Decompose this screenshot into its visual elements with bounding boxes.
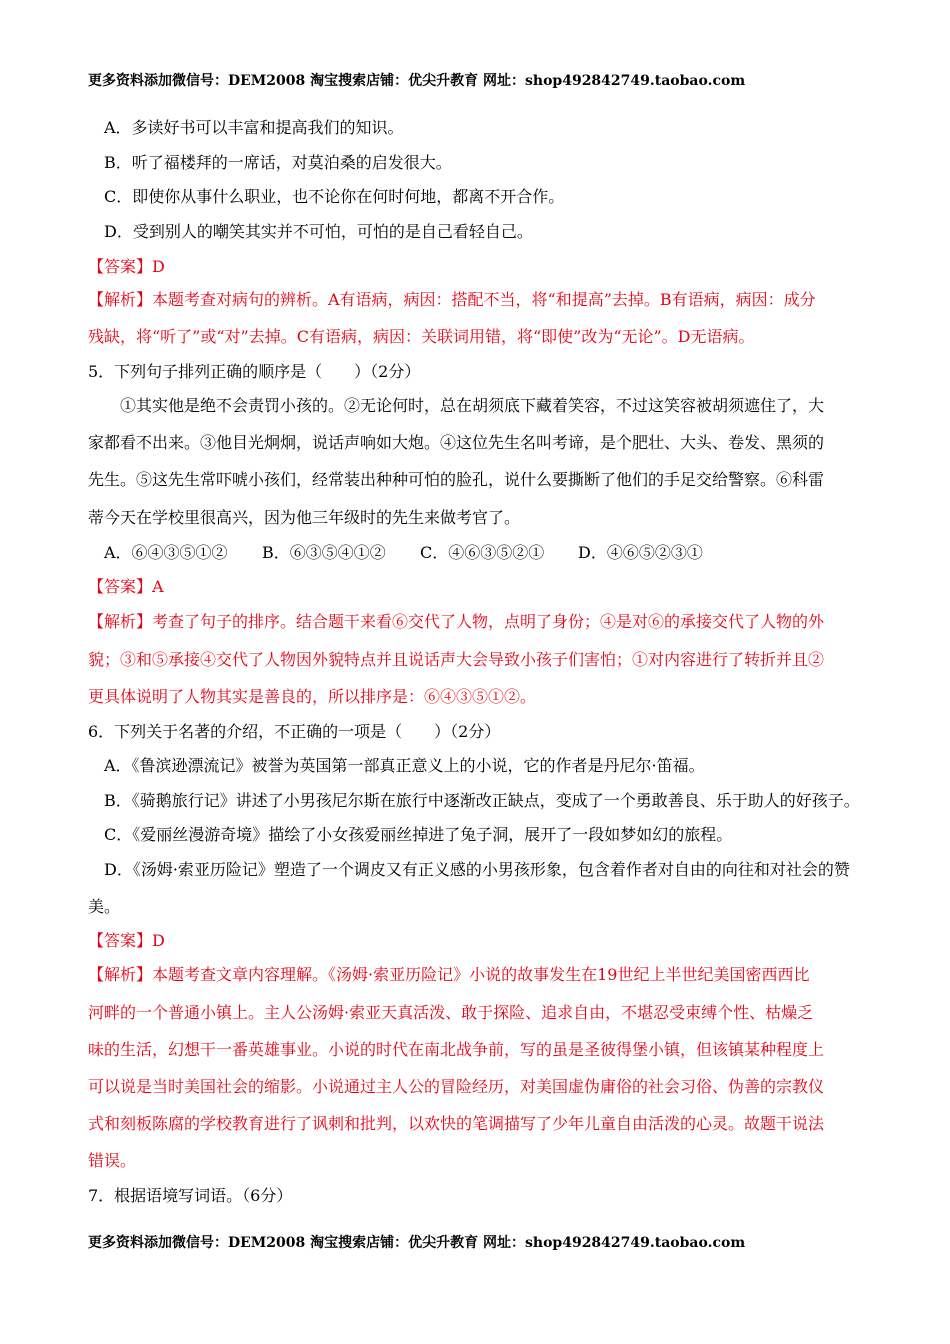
page-header: 更多资料添加微信号：DEM2008 淘宝搜索店铺：优尖升教育 网址：shop492842749.taobao.com [88, 73, 746, 89]
q7-stem: 7．根据语境写词语。（6分） [88, 1186, 293, 1205]
q4-answer: 【答案】D [88, 257, 165, 276]
q5-passage-line: ①其实他是绝不会责罚小孩的。②无论何时，总在胡须底下藏着笑容，不过这笑容被胡须遮住了，大 [120, 396, 825, 415]
q4-option-a: A．多读好书可以丰富和提高我们的知识。 [104, 118, 404, 137]
q6-analysis-line: 可以说是当时美国社会的缩影。小说通过主人公的冒险经历，对美国虚伪庸俗的社会习俗、伪善的宗教仪 [88, 1077, 825, 1096]
q5-passage-line: 蒂今天在学校里很高兴，因为他三年级时的先生来做考官了。 [88, 508, 521, 527]
q5-options [104, 543, 703, 563]
q5-passage-line: 先生。⑤这先生常吓唬小孩们，经常装出种种可怕的脸孔，说什么要撕断了他们的手足交给警察。⑥科雷 [88, 470, 825, 489]
q6-option-c: C．《爱丽丝漫游奇境》描绘了小女孩爱丽丝掉进了兔子洞，展开了一段如梦如幻的旅程。 [104, 825, 733, 844]
q4-analysis-line: 【解析】本题考查对病句的辨析。A有语病，病因：搭配不当，将“和提高”去掉。B有语病，病因：成分 [88, 290, 816, 309]
q5-option-d: D．④⑥⑤②③① [578, 543, 703, 562]
q5-analysis-line: 貌；③和⑤承接④交代了人物因外貌特点并且说话声大会导致小孩子们害怕；①对内容进行了转折并且② [88, 650, 825, 669]
q4-option-b: B．听了福楼拜的一席话，对莫泊桑的启发很大。 [104, 153, 452, 172]
q6-analysis-line: 错误。 [88, 1151, 137, 1170]
q6-answer: 【答案】D [88, 931, 165, 950]
q6-option-b: B．《骑鹅旅行记》讲述了小男孩尼尔斯在旅行中逐渐改正缺点，变成了一个勇敢善良、乐于助人的好孩子。 [104, 791, 860, 810]
q6-analysis-line: 【解析】本题考查文章内容理解。《汤姆·索亚历险记》小说的故事发生在19世纪上半世纪美国密西西比 [88, 965, 810, 984]
q5-analysis-line: 更具体说明了人物其实是善良的，所以排序是：⑥④③⑤①②。 [88, 687, 537, 706]
q6-analysis-line: 味的生活，幻想干一番英雄事业。小说的时代在南北战争前，写的虽是圣彼得堡小镇，但该镇某种程度上 [88, 1040, 825, 1059]
q5-passage-line: 家都看不出来。③他目光炯炯，说话声响如大炮。④这位先生名叫考谛，是个肥壮、大头、卷发、黑须的 [88, 433, 825, 452]
q5-analysis-line: 【解析】考查了句子的排序。结合题干来看⑥交代了人物，点明了身份；④是对⑥的承接交代了人物的外 [88, 612, 825, 631]
q5-answer: 【答案】A [88, 577, 164, 596]
q5-option-c: C．④⑥③⑤②① [420, 543, 545, 562]
q5-option-b: B．⑥③⑤④①② [262, 543, 386, 562]
q5-option-a: A．⑥④③⑤①② [104, 543, 228, 562]
q6-option-d-continued: 美。 [88, 897, 121, 916]
q6-analysis-line: 式和刻板陈腐的学校教育进行了讽刺和批判，以欢快的笔调描写了少年儿童自由活泼的心灵。故题干说法 [88, 1114, 825, 1133]
q6-stem: 6．下列关于名著的介绍，不正确的一项是（ ）（2分） [88, 722, 501, 741]
q4-option-d: D．受到别人的嘲笑其实并不可怕，可怕的是自己看轻自己。 [104, 222, 533, 241]
q4-analysis-line: 残缺，将“听了”或“对”去掉。C有语病，病因：关联词用错，将“即使”改为“无论”。D无语病。 [88, 327, 755, 346]
q6-analysis-line: 河畔的一个普通小镇上。主人公汤姆·索亚天真活泼、敢于探险、追求自由，不堪忍受束缚个性、枯燥乏 [88, 1003, 814, 1022]
q4-option-c: C．即使你从事什么职业，也不论你在何时何地，都离不开合作。 [104, 187, 565, 206]
q5-stem: 5．下列句子排列正确的顺序是（ ）（2分） [88, 362, 421, 381]
q6-option-a: A．《鲁滨逊漂流记》被誉为英国第一部真正意义上的小说，它的作者是丹尼尔·笛福。 [104, 756, 705, 775]
page-footer: 更多资料添加微信号：DEM2008 淘宝搜索店铺：优尖升教育 网址：shop492842749.taobao.com [88, 1235, 746, 1251]
q6-option-d: D．《汤姆·索亚历险记》塑造了一个调皮又有正义感的小男孩形象，包含着作者对自由的向往和对社会的赞 [104, 860, 850, 879]
